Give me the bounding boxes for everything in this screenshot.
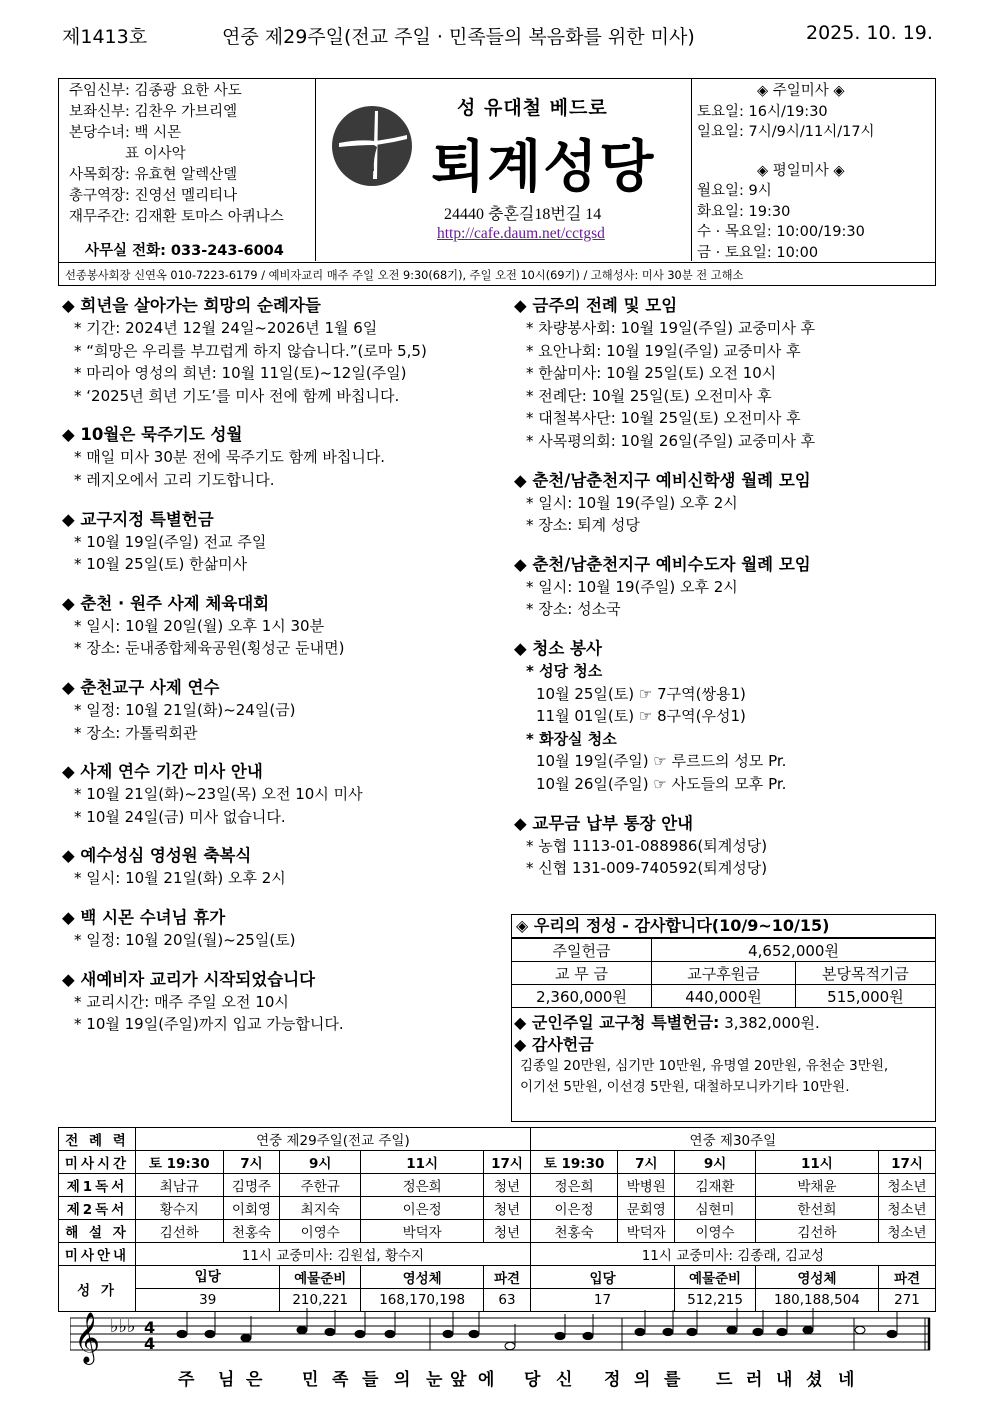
crucifix-emblem-icon: [331, 105, 413, 187]
note-head: [583, 1332, 593, 1339]
notice-line: * 레지오에서 고리 기도합니다.: [62, 469, 502, 492]
notice-title: ◆ 사제 연수 기간 미사 안내: [62, 762, 263, 782]
hymn-header: 입당: [530, 1266, 674, 1289]
hymn-number: 168,170,198: [361, 1289, 484, 1312]
sunday-offering-label: 주일헌금: [512, 939, 652, 962]
reader1-cell: 박병원: [618, 1174, 675, 1197]
commentator-cell: 천홍숙: [223, 1220, 280, 1243]
time-signature-bottom: 4: [144, 1334, 156, 1353]
hymn-header: 파견: [484, 1266, 531, 1289]
lyric-syllable: 신: [556, 1370, 573, 1390]
notice-line: * 전례단: 10월 25일(토) 오전미사 후: [514, 385, 934, 408]
reader1-cell: 김재환: [675, 1174, 756, 1197]
hymn-header: 영성체: [361, 1266, 484, 1289]
notice-line: * 요안나회: 10월 19일(주일) 교중미사 후: [514, 340, 934, 363]
notice-title: ◆ 춘천교구 사제 연수: [62, 677, 220, 697]
mass-time: 7시: [618, 1151, 675, 1174]
commentator-cell: 박덕자: [618, 1220, 675, 1243]
military-offering-value: 3,382,000원.: [724, 1014, 820, 1032]
offering-value: 440,000원: [652, 985, 796, 1008]
sunday-mass-line: 일요일: 7시/9시/11시/17시: [697, 124, 875, 140]
reader2-cell: 이은정: [530, 1197, 618, 1220]
offering-header: 교구후원금: [652, 962, 796, 985]
liturgy-table: [58, 1127, 936, 1312]
note-head: [887, 1330, 897, 1337]
notice-section: [62, 676, 502, 744]
note-head: [443, 1330, 453, 1337]
staff-line: 주임신부: 김종광 요한 사도: [69, 83, 242, 99]
mass-time: 11시: [755, 1151, 878, 1174]
notice-section: [62, 294, 502, 407]
mass-guide: 11시 교중미사: 김종래, 김교성: [530, 1243, 935, 1266]
note-head: [241, 1334, 251, 1341]
note-head: [855, 1326, 865, 1333]
note-head: [205, 1330, 215, 1337]
lyric-syllable: 족: [332, 1370, 349, 1390]
staff-line: 표 이사악: [125, 146, 186, 162]
reader1-cell: 정은희: [530, 1174, 618, 1197]
offering-header: 교 무 금: [512, 962, 652, 985]
notice-section: [62, 423, 502, 491]
lyric-syllable: 정: [604, 1370, 621, 1390]
note-head: [663, 1328, 673, 1335]
staff-line: 보좌신부: 김찬우 가브리엘: [69, 104, 238, 120]
hymn-number: 271: [879, 1289, 936, 1312]
note-head: [177, 1330, 187, 1337]
note-head: [635, 1328, 645, 1335]
note-head: [355, 1330, 365, 1337]
dues-section: [514, 812, 934, 880]
note-head: [325, 1328, 335, 1335]
row-label: 미사시간: [59, 1151, 136, 1174]
note-head: [687, 1328, 697, 1335]
left-column: [62, 294, 502, 1052]
note-head: [297, 1326, 307, 1333]
notice-section: [62, 906, 502, 952]
reader2-cell: 문회영: [618, 1197, 675, 1220]
reader1-cell: 주한규: [280, 1174, 361, 1197]
cleaning-section: [514, 637, 934, 796]
reader2-cell: 한선희: [755, 1197, 878, 1220]
mass-time: 7시: [223, 1151, 280, 1174]
notice-line: * 대철복사단: 10월 25일(토) 오전미사 후: [514, 407, 934, 430]
notice-line: 10월 19일(주일) ☞ 루르드의 성모 Pr.: [536, 752, 787, 771]
lyric-syllable: 주: [178, 1370, 195, 1390]
weekday-mass-line: 수 · 목요일: 10:00/19:30: [697, 224, 865, 240]
notice-title: ◆ 새예비자 교리가 시작되었습니다: [62, 969, 316, 989]
notice-line: 10월 25일(토) ☞ 7구역(쌍용1): [536, 684, 746, 703]
commentator-cell: 청소년: [879, 1220, 936, 1243]
reader2-cell: 황수지: [136, 1197, 224, 1220]
commentator-cell: 박덕자: [361, 1220, 484, 1243]
offering-value: 515,000원: [795, 985, 935, 1008]
church-cleaning-label: * 성당 청소: [514, 660, 934, 683]
hymn-header: 입당: [194, 1269, 221, 1285]
notice-title: ◆ 춘천/남춘천지구 예비수도자 월례 모임: [514, 554, 811, 574]
parish-name: 퇴계성당: [431, 135, 656, 200]
reader2-cell: 이은정: [361, 1197, 484, 1220]
commentator-cell: 이영수: [675, 1220, 756, 1243]
mass-schedule: [697, 81, 875, 263]
commentator-cell: 김선하: [755, 1220, 878, 1243]
parish-cafe-link[interactable]: http://cafe.daum.net/cctgsd: [437, 225, 605, 242]
notice-title: ◆ 춘천/남춘천지구 예비신학생 월례 모임: [514, 470, 811, 490]
note-head: [469, 1330, 479, 1337]
notice-section: [514, 294, 934, 453]
military-offering-label: ◆ 군인주일 교구청 특별헌금:: [514, 1013, 720, 1032]
weekday-mass-line: 화요일: 19:30: [697, 203, 791, 220]
commentator-cell: 이영수: [280, 1220, 361, 1243]
notice-title: ◆ 교구지정 특별헌금: [62, 509, 214, 529]
row-label: 해 설 자: [59, 1220, 136, 1243]
notice-line: * 사목평의회: 10월 26일(주일) 교중미사 후: [514, 430, 934, 453]
hymn-number: 512,215: [675, 1289, 756, 1312]
staff-line: 본당수녀: 백 시몬: [69, 125, 182, 141]
note-head: [777, 1328, 787, 1335]
lyric-syllable: 은: [246, 1370, 263, 1390]
note-head: [505, 1342, 515, 1349]
reader2-cell: 청년: [484, 1197, 531, 1220]
hymn-header: 예물준비: [280, 1266, 361, 1289]
notice-title: ◆ 희년을 살아가는 희망의 순례자들: [62, 296, 321, 315]
weekday-mass-line: 월요일: 9시: [697, 183, 772, 199]
thanks-offering-line: 김종일 20만원, 심기만 10만원, 유명열 20만원, 유천순 3만원,: [520, 1058, 889, 1074]
week1-title: 연중 제29주일(전교 주일): [136, 1128, 531, 1151]
notice-line: * 일정: 10월 21일(화)~24일(금): [62, 699, 502, 722]
hymn-number: 17: [530, 1289, 674, 1312]
notice-line: * 장소: 가톨릭회관: [62, 722, 502, 745]
hymn-number: 63: [484, 1289, 531, 1312]
note-head: [385, 1330, 395, 1337]
row-label: 미사안내: [59, 1243, 136, 1266]
bank-account: * 농협 1113-01-088986(퇴계성당): [514, 835, 934, 858]
notice-section: [62, 760, 502, 828]
lyric-syllable: 셨: [806, 1370, 823, 1390]
notice-title: ◆ 청소 봉사: [514, 638, 602, 658]
music-score: [70, 1306, 938, 1366]
offering-table: [512, 938, 935, 1008]
lyric-syllable: 앞: [450, 1370, 467, 1390]
notice-section: [62, 592, 502, 660]
lyric-syllable: 들: [362, 1370, 379, 1390]
notice-section: [514, 553, 934, 621]
hymn-header: 파견: [879, 1266, 936, 1289]
lyric-syllable: 민: [302, 1370, 319, 1390]
mass-guide: 11시 교중미사: 김원섭, 황수지: [136, 1243, 531, 1266]
notice-line: 11월 01일(토) ☞ 8구역(우성1): [536, 707, 746, 726]
reader1-cell: 청소년: [879, 1174, 936, 1197]
notice-line: * 10월 19일(주일)까지 입교 가능합니다.: [62, 1013, 502, 1036]
staff-line: 재무주간: 김재환 토마스 아퀴나스: [69, 209, 284, 225]
row-label: 전 례 력: [59, 1128, 136, 1151]
flat-icon: ♭♭♭: [110, 1316, 136, 1337]
notice-line: * 일시: 10월 20일(월) 오후 1시 30분: [62, 615, 502, 638]
notice-line: * 장소: 성소국: [514, 598, 934, 621]
notice-line: * 교리시간: 매주 주일 오전 10시: [62, 991, 502, 1014]
notice-section: [514, 469, 934, 537]
notice-line: * 차량봉사회: 10월 19일(주일) 교중미사 후: [514, 317, 934, 340]
mass-time: 9시: [675, 1151, 756, 1174]
note-head: [803, 1326, 813, 1333]
lyric-syllable: 님: [218, 1370, 235, 1390]
notice-line: * 매일 미사 30분 전에 묵주기도 함께 바칩니다.: [62, 446, 502, 469]
notice-line: * 장소: 둔내종합체육공원(횡성군 둔내면): [62, 637, 502, 660]
mass-time: 17시: [484, 1151, 531, 1174]
mass-time: 9시: [280, 1151, 361, 1174]
thanks-offering-line: 이기선 5만원, 이선경 5만원, 대철하모니카기타 10만원.: [520, 1079, 850, 1095]
reader2-cell: 청소년: [879, 1197, 936, 1220]
time-signature-top: 4: [144, 1318, 156, 1337]
commentator-cell: 김선하: [136, 1220, 224, 1243]
lyric-syllable: 에: [478, 1370, 495, 1390]
hymn-header: 영성체: [755, 1266, 878, 1289]
note-head: [753, 1328, 763, 1335]
treble-clef-icon: 𝄞: [74, 1312, 101, 1363]
bank-account: * 신협 131-009-740592(퇴계성당): [514, 857, 934, 880]
lyric-syllable: 당: [524, 1370, 541, 1390]
reader1-cell: 정은희: [361, 1174, 484, 1197]
row-label: 제1독서: [59, 1174, 136, 1197]
note-head: [727, 1326, 737, 1333]
notice-line: * 10월 24일(금) 미사 없습니다.: [62, 806, 502, 829]
row-label: 성 가: [59, 1266, 136, 1312]
bulletin-date: 2025. 10. 19.: [806, 22, 933, 44]
notice-section: [62, 968, 502, 1036]
hymn-number: 39: [136, 1289, 280, 1312]
hymn-number: 210,221: [280, 1289, 361, 1312]
reader1-cell: 박채윤: [755, 1174, 878, 1197]
mass-time: 17시: [879, 1151, 936, 1174]
notice-line: * 일시: 10월 21일(화) 오후 2시: [62, 867, 502, 890]
lyric-syllable: 의: [394, 1370, 411, 1390]
lyric-syllable: 내: [776, 1370, 793, 1390]
lyric-syllable: 드: [716, 1370, 733, 1390]
reader1-cell: 청년: [484, 1174, 531, 1197]
notice-line: * 10월 25일(토) 한삶미사: [62, 553, 502, 576]
notice-title: ◆ 예수성심 영성원 축복식: [62, 846, 252, 866]
right-column: [514, 294, 934, 880]
notice-title: ◆ 금주의 전례 및 모임: [514, 296, 678, 315]
notice-line: * 장소: 퇴계 성당: [514, 514, 934, 537]
staff-line: 사목회장: 유효현 알렉산델: [69, 167, 238, 183]
offering-box: [511, 914, 936, 1122]
offering-value: 2,360,000원: [512, 985, 652, 1008]
notice-line: 10월 26일(주일) ☞ 사도들의 모후 Pr.: [536, 774, 787, 793]
parish-address: 24440 충혼길18번길 14: [444, 206, 602, 223]
commentator-cell: 청년: [484, 1220, 531, 1243]
restroom-cleaning-label: * 화장실 청소: [514, 728, 934, 751]
notice-line: * “희망은 우리를 부끄럽게 하지 않습니다.”(로마 5,5): [62, 340, 502, 363]
sunday-offering-value: 4,652,000원: [652, 939, 935, 962]
notice-line: * 마리아 영성의 희년: 10월 11일(토)~12일(주일): [62, 362, 502, 385]
notice-section: [62, 844, 502, 890]
offering-title: ◈ 우리의 정성 - 감사합니다(10/9~10/15): [512, 915, 935, 938]
sunday-mass-title: ◈ 주일미사 ◈: [757, 83, 845, 99]
notice-title: ◆ 백 시몬 수녀님 휴가: [62, 907, 226, 927]
reader2-cell: 심현미: [675, 1197, 756, 1220]
commentator-cell: 천홍숙: [530, 1220, 618, 1243]
reader1-cell: 김명주: [223, 1174, 280, 1197]
issue-number: 제1413호: [62, 26, 148, 48]
mass-time: 토 19:30: [136, 1151, 224, 1174]
office-phone: 사무실 전화: 033-243-6004: [85, 243, 284, 259]
reader1-cell: 최남규: [136, 1174, 224, 1197]
notice-line: * 일정: 10월 20일(월)~25일(토): [62, 929, 502, 952]
notes: [177, 1308, 897, 1350]
row-label: 제2독서: [59, 1197, 136, 1220]
reader2-cell: 이회영: [223, 1197, 280, 1220]
notice-line: * 일시: 10월 19(주일) 오후 2시: [514, 576, 934, 599]
notice-line: * 한삶미사: 10월 25일(토) 오전 10시: [514, 362, 934, 385]
header-box: [58, 78, 936, 286]
week2-title: 연중 제30주일: [530, 1128, 935, 1151]
hymn-header: 예물준비: [675, 1266, 756, 1289]
notice-line: * 일시: 10월 19(주일) 오후 2시: [514, 492, 934, 515]
lyric-syllable: 네: [838, 1370, 855, 1390]
info-bar: 선종봉사회장 신연옥 010-7223-6179 / 예비자교리 매주 주일 오전 9:30(68기), 주일 오전 10시(69기) / 고해성사: 미사 30분 전 고해소: [65, 269, 744, 282]
lyric-syllable: 의: [634, 1370, 651, 1390]
mass-time: 토 19:30: [530, 1151, 618, 1174]
hymn-number: 180,188,504: [755, 1289, 878, 1312]
bulletin-title: 연중 제29주일(전교 주일 · 민족들의 복음화를 위한 미사): [222, 26, 695, 48]
note-head: [555, 1332, 565, 1339]
weekday-mass-line: 금 · 토요일: 10:00: [697, 244, 819, 261]
notice-line: * 10월 19일(주일) 전교 주일: [62, 531, 502, 554]
notice-line: * ‘2025년 희년 기도’를 미사 전에 함께 바칩니다.: [62, 385, 502, 408]
lyric-syllable: 를: [664, 1370, 681, 1390]
notice-title: ◆ 교무금 납부 통장 안내: [514, 813, 694, 833]
lyric-syllable: 눈: [426, 1370, 443, 1390]
notice-title: ◆ 10월은 묵주기도 성월: [62, 425, 243, 445]
notice-line: * 기간: 2024년 12월 24일~2026년 1월 6일: [62, 317, 502, 340]
offering-header: 본당목적기금: [795, 962, 935, 985]
staff-line: 총구역장: 진영선 멜리티나: [69, 188, 238, 204]
parish-subtitle: 성 유대철 베드로: [457, 97, 608, 119]
reader2-cell: 최지숙: [280, 1197, 361, 1220]
mass-time: 11시: [361, 1151, 484, 1174]
sunday-mass-line: 토요일: 16시/19:30: [697, 103, 828, 120]
weekday-mass-title: ◈ 평일미사 ◈: [757, 162, 845, 179]
staff-list: [69, 81, 284, 228]
notice-section: [62, 508, 502, 576]
notice-title: ◆ 춘천 · 원주 사제 체육대회: [62, 593, 270, 613]
notice-line: * 10월 21일(화)~23일(목) 오전 10시 미사: [62, 783, 502, 806]
lyric-syllable: 러: [746, 1370, 763, 1390]
thanks-offering-title: ◆ 감사헌금: [514, 1035, 594, 1054]
